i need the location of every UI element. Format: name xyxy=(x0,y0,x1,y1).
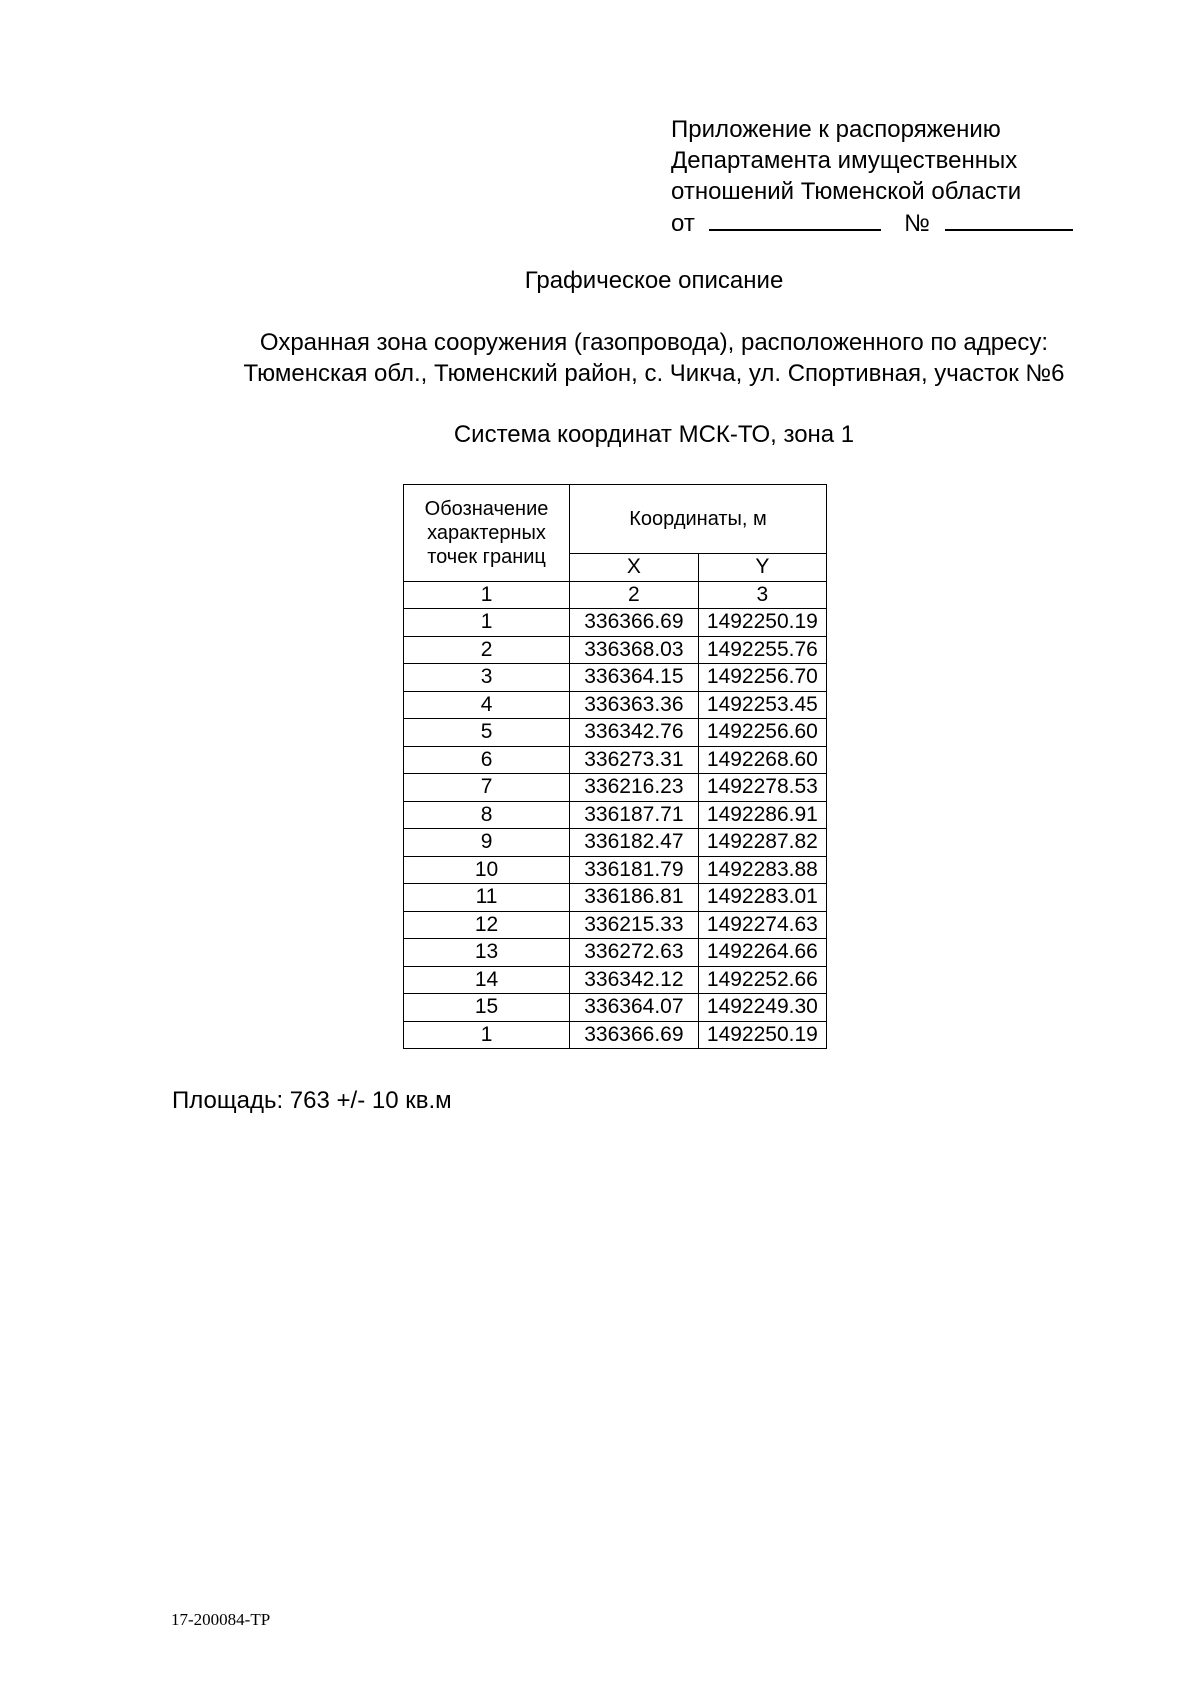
subject-line-1: Охранная зона сооружения (газопровода), расположенного по адресу: xyxy=(259,329,1049,356)
cell-point: 10 xyxy=(404,856,570,884)
header-point-designation: Обозначение характерных точек границ xyxy=(404,485,570,582)
cell-point: 1 xyxy=(404,1021,570,1049)
cell-x: 336364.15 xyxy=(570,664,699,692)
area-text: Площадь: 763 +/- 10 кв.м xyxy=(172,1087,452,1114)
cell-y: 1492274.63 xyxy=(698,911,826,939)
document-title: Графическое описание xyxy=(524,267,784,294)
cell-y: 1492278.53 xyxy=(698,774,826,802)
cell-point: 7 xyxy=(404,774,570,802)
coordinates-table xyxy=(403,484,827,1049)
column-number-3: 3 xyxy=(698,581,826,609)
cell-point: 3 xyxy=(404,664,570,692)
table-header-row xyxy=(404,485,827,554)
cell-point: 15 xyxy=(404,994,570,1022)
cell-point: 11 xyxy=(404,884,570,912)
table-row xyxy=(404,994,827,1022)
cell-x: 336366.69 xyxy=(570,1021,699,1049)
cell-x: 336366.69 xyxy=(570,609,699,637)
cell-point: 9 xyxy=(404,829,570,857)
cell-x: 336216.23 xyxy=(570,774,699,802)
cell-y: 1492287.82 xyxy=(698,829,826,857)
cell-y: 1492250.19 xyxy=(698,609,826,637)
cell-x: 336342.12 xyxy=(570,966,699,994)
table-row xyxy=(404,856,827,884)
appendix-line-1: Приложение к распоряжению xyxy=(671,116,1001,143)
header-y: Y xyxy=(698,554,826,582)
cell-y: 1492253.45 xyxy=(698,691,826,719)
cell-point: 14 xyxy=(404,966,570,994)
cell-x: 336181.79 xyxy=(570,856,699,884)
date-blank xyxy=(709,207,881,231)
cell-x: 336215.33 xyxy=(570,911,699,939)
table-row xyxy=(404,939,827,967)
appendix-line-2: Департамента имущественных xyxy=(671,147,1018,174)
cell-y: 1492250.19 xyxy=(698,1021,826,1049)
cell-point: 6 xyxy=(404,746,570,774)
cell-y: 1492252.66 xyxy=(698,966,826,994)
cell-point: 5 xyxy=(404,719,570,747)
cell-y: 1492255.76 xyxy=(698,636,826,664)
table-row xyxy=(404,691,827,719)
cell-point: 2 xyxy=(404,636,570,664)
number-label: № xyxy=(904,210,930,237)
table-column-number-row xyxy=(404,581,827,609)
cell-x: 336364.07 xyxy=(570,994,699,1022)
table-row xyxy=(404,774,827,802)
cell-x: 336272.63 xyxy=(570,939,699,967)
cell-point: 1 xyxy=(404,609,570,637)
number-blank xyxy=(945,207,1073,231)
cell-y: 1492264.66 xyxy=(698,939,826,967)
from-label: от xyxy=(671,210,695,237)
header-x: X xyxy=(570,554,699,582)
cell-y: 1492283.88 xyxy=(698,856,826,884)
cell-x: 336186.81 xyxy=(570,884,699,912)
cell-point: 4 xyxy=(404,691,570,719)
subject-line-2: Тюменская обл., Тюменский район, с. Чикча, ул. Спортивная, участок №6 xyxy=(243,360,1065,387)
coordinate-system: Система координат МСК-ТО, зона 1 xyxy=(453,421,855,448)
table-row xyxy=(404,1021,827,1049)
table-row xyxy=(404,746,827,774)
column-number-1: 1 xyxy=(404,581,570,609)
cell-x: 336342.76 xyxy=(570,719,699,747)
table-row xyxy=(404,966,827,994)
cell-x: 336187.71 xyxy=(570,801,699,829)
cell-point: 12 xyxy=(404,911,570,939)
table-row xyxy=(404,636,827,664)
table-row xyxy=(404,801,827,829)
document-code: 17-200084-ТР xyxy=(171,1610,271,1629)
cell-x: 336363.36 xyxy=(570,691,699,719)
cell-x: 336273.31 xyxy=(570,746,699,774)
table-row xyxy=(404,609,827,637)
cell-y: 1492249.30 xyxy=(698,994,826,1022)
column-number-2: 2 xyxy=(570,581,699,609)
table-row xyxy=(404,829,827,857)
table-row xyxy=(404,884,827,912)
table-row xyxy=(404,911,827,939)
cell-y: 1492256.70 xyxy=(698,664,826,692)
table-row xyxy=(404,719,827,747)
cell-y: 1492283.01 xyxy=(698,884,826,912)
cell-point: 8 xyxy=(404,801,570,829)
cell-x: 336182.47 xyxy=(570,829,699,857)
cell-y: 1492268.60 xyxy=(698,746,826,774)
appendix-date-number-line xyxy=(671,207,1073,239)
appendix-line-3: отношений Тюменской области xyxy=(671,178,1022,205)
header-coordinates: Координаты, м xyxy=(570,485,827,554)
cell-y: 1492256.60 xyxy=(698,719,826,747)
appendix-header xyxy=(671,114,1073,239)
table-row xyxy=(404,664,827,692)
cell-point: 13 xyxy=(404,939,570,967)
cell-y: 1492286.91 xyxy=(698,801,826,829)
cell-x: 336368.03 xyxy=(570,636,699,664)
